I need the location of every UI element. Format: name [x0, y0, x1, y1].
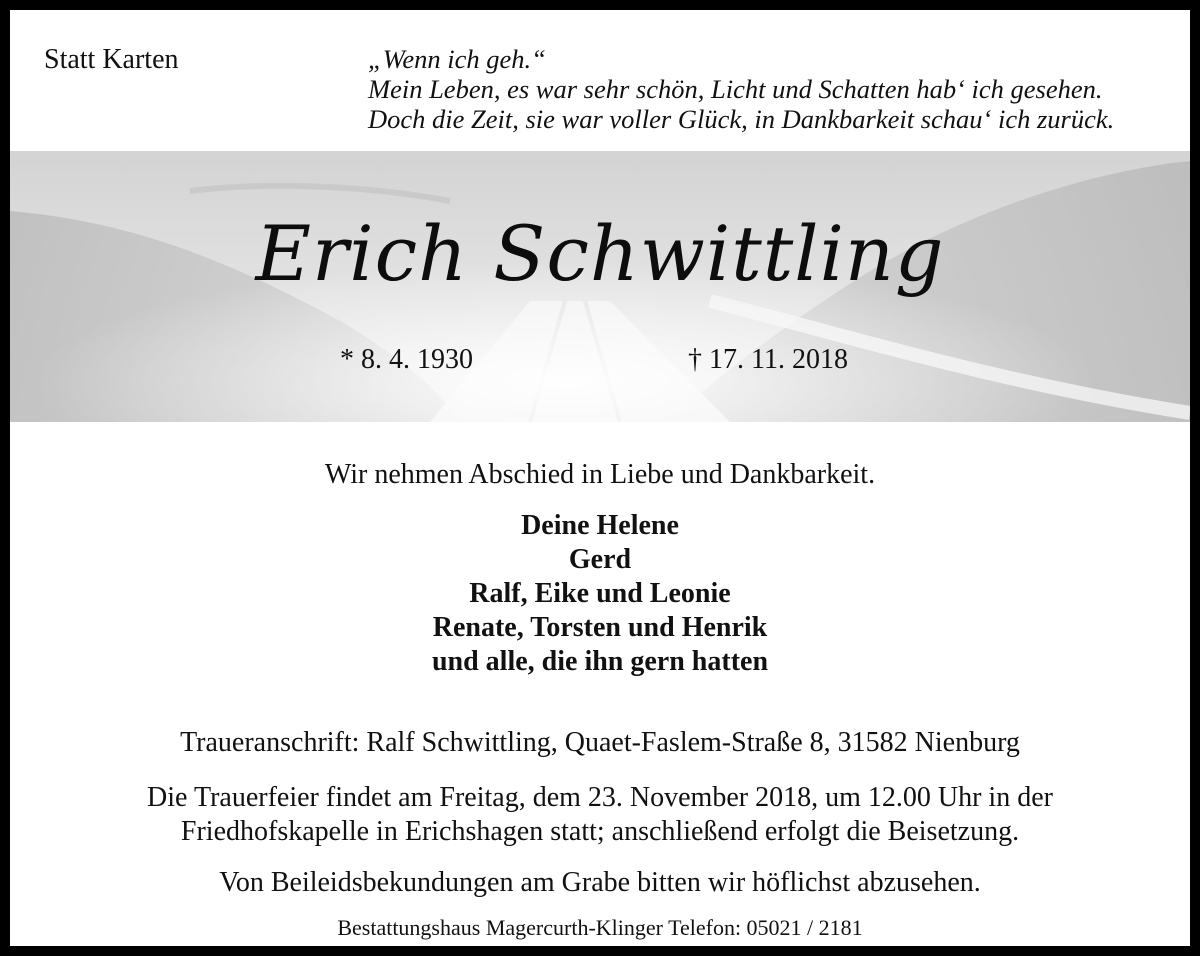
ceremony-line: Friedhofskapelle in Erichshagen statt; anschließend erfolgt die Beisetzung.	[180, 816, 1020, 847]
death-date: † 17. 11. 2018	[688, 344, 848, 375]
poem-quote	[368, 44, 1114, 134]
undertaker-contact: Bestattungshaus Magercurth-Klinger Telefon: 05021 / 2181	[337, 915, 863, 940]
statt-karten-label: Statt Karten	[44, 44, 179, 75]
mourning-address: Traueranschrift: Ralf Schwittling, Quaet-Faslem-Straße 8, 31582 Nienburg	[180, 727, 1020, 758]
family-member: Deine Helene	[521, 510, 679, 541]
family-member: Ralf, Eike und Leonie	[469, 578, 731, 609]
quote-line: Mein Leben, es war sehr schön, Licht und Schatten hab‘ ich gesehen.	[368, 74, 1103, 104]
funeral-ceremony-info	[0, 781, 1200, 849]
deceased-name: Erich Schwittling	[255, 209, 945, 298]
family-member: Renate, Torsten und Henrik	[432, 612, 768, 643]
family-list	[0, 509, 1200, 679]
condolence-note: Von Beileidsbekundungen am Grabe bitten wir höflichst abzusehen.	[219, 867, 981, 898]
ceremony-line: Die Trauerfeier findet am Freitag, dem 23. November 2018, um 12.00 Uhr in der	[147, 782, 1053, 813]
birth-date: * 8. 4. 1930	[340, 344, 473, 375]
family-member: Gerd	[568, 544, 632, 575]
quote-line: Doch die Zeit, sie war voller Glück, in Dankbarkeit schau‘ ich zurück.	[368, 104, 1115, 134]
farewell-text: Wir nehmen Abschied in Liebe und Dankbarkeit.	[324, 459, 876, 490]
quote-line: „Wenn ich geh.“	[368, 44, 546, 74]
family-member: und alle, die ihn gern hatten	[431, 646, 769, 677]
